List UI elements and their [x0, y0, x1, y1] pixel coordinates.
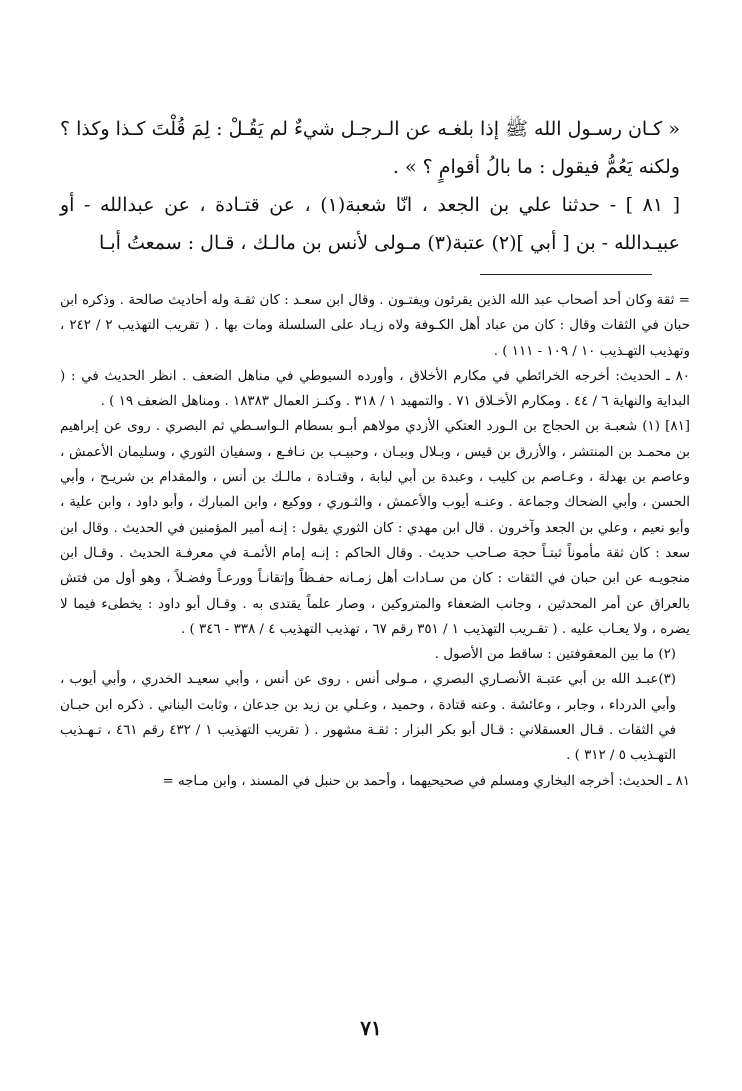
main-paragraph-hadith-80: « كـان رسـول الله ﷺ إذا بلغـه عن الـرجـل شيءٌ لم يَقُـلْ : لِمَ قُلْتَ كـذا وكذا ؟ ولكنه يَعُمُّ فيقول : ما بالُ أقوامٍ ؟ » .	[60, 118, 680, 178]
footnote-separator	[480, 274, 652, 275]
footnote-hadith-81: ٨١ ـ الحديث: أخرجه البخاري ومسلم في صحيحيهما ، وأحمد بن حنبل في المسند ، وابن مـاجه =	[162, 773, 690, 789]
footnotes	[60, 288, 690, 794]
footnote-81-3-abdullah: (٣)عبـد الله بن أبي عتبـة الأنصـاري البصري ، مـولى أنس . روى عن أنس ، وأبي سعيـد الخدري ، وأبي أيوب ، وأبي الدرداء ، وجابر ، وعائشة . وعنه قتادة ، وحميد ، وعـلي بن زيد بن جدعان ، وثابت البناني . ذكره ابن حبـان في الثقات . قـال العسقلاني : قـال أبو بكر البزار : ثقـة مشهور . ( تقريب التهذيب ١ / ٤٣٢ رقم ٤٦١ ، تـهـذيب التهـذيب ٥ / ٣١٢ ) .	[60, 672, 677, 764]
main-paragraph-hadith-81: [ ٨١ ] - حدثنا علي بن الجعد ، انّا شعبة(١) ، عن قتـادة ، عن عبدالله - أو عبيـدالله - بن [ أبي ](٢) عتبة(٣) مـولى لأنس بن مالـك ، قـال : سمعتُ أبـا	[60, 194, 680, 254]
footnote-81-1-shuba: [٨١] (١) شعبـة بن الحجاج بن الـورد العتكي الأزدي مولاهم أبـو بسطام الـواسـطي ثم البصري . روى عن إبراهيم بن محمـد بن المنتشر ، والأزرق بن قيس ، وبـلال وبيـان ، وحبيـب بن نـافـع ، وسفيان الثوري ، وسليمان الأعمش ، وعاصم بن بهدلة ، وعـاصم بن كليب ، وعبدة بن أبي لبابة ، وقتـادة ، مالـك بن أنس ، والمقدام بن شريـح ، وأبي الحسن ، وأبي الضحاك وجماعة . وعنـه أيوب والأعمش ، والثـوري ، ووكيع ، وابن المبارك ، وأبو داود ، وابن علية ، وأبو نعيم ، وعلي بن الجعد وآخرون . قال ابن مهدي : كان الثوري يقول : إنـه أمير المؤمنين في الحديث . وقال ابن سعد : كان ثقة مأموناً ثبتـاً حجة صـاحب حديث . وقال الحاكم : إنـه إمام الأئمـة في معرفـة الحديث . وقـال ابن منجويـه عن ابن حبان في الثقات : كان من سـادات أهل زمـانه حفـظاً وإتقانـاً وورعـاً وفضـلاً ، وهو أول من فتش بالعراق عن أمر المحدثين ، وجانب الضعفاء والمتروكين ، وصار علماً يقتدى به . وقـال أبو داود : يخطىء فيما لا يضره ، ولا يعـاب عليه . ( تقـريب التهذيب ١ / ٣٥١ رقم ٦٧ ، تهذيب التهذيب ٤ / ٣٣٨ - ٣٤٦ ) .	[60, 419, 690, 637]
page-number: ٧١	[360, 1016, 382, 1040]
footnote-continuation: = ثقة وكان أحد أصحاب عبد الله الذين يقرئون ويفتـون . وقال ابن سعـد : كان ثقـة وله أحاديث صالحة . وذكره ابن حبان في الثقات وقال : كان من عباد أهل الكـوفة ولاه زيـاد على السلسلة ومات بها . ( تقريب التهذيب ٢ / ٢٤٢ ، وتهذيب التهـذيب ١٠ / ١٠٩ - ١١١ ) .	[60, 293, 690, 359]
main-text	[60, 110, 680, 262]
footnote-hadith-80: ٨٠ ـ الحديث: أخرجه الخرائطي في مكارم الأخلاق ، وأورده السيوطي في مناهل الضعف . انظر الحديث في : ( البداية والنهاية ٦ / ٤٤ . ومكارم الأخـلاق ٧١ . والتمهيد ١ / ٣١٨ . وكنـز العمال ١٨٣٨٣ . ومناهل الضعف ١٩ ) .	[60, 368, 690, 410]
footnote-81-2: (٢) ما بين المعقوفتين : ساقط من الأصول .	[434, 647, 676, 663]
